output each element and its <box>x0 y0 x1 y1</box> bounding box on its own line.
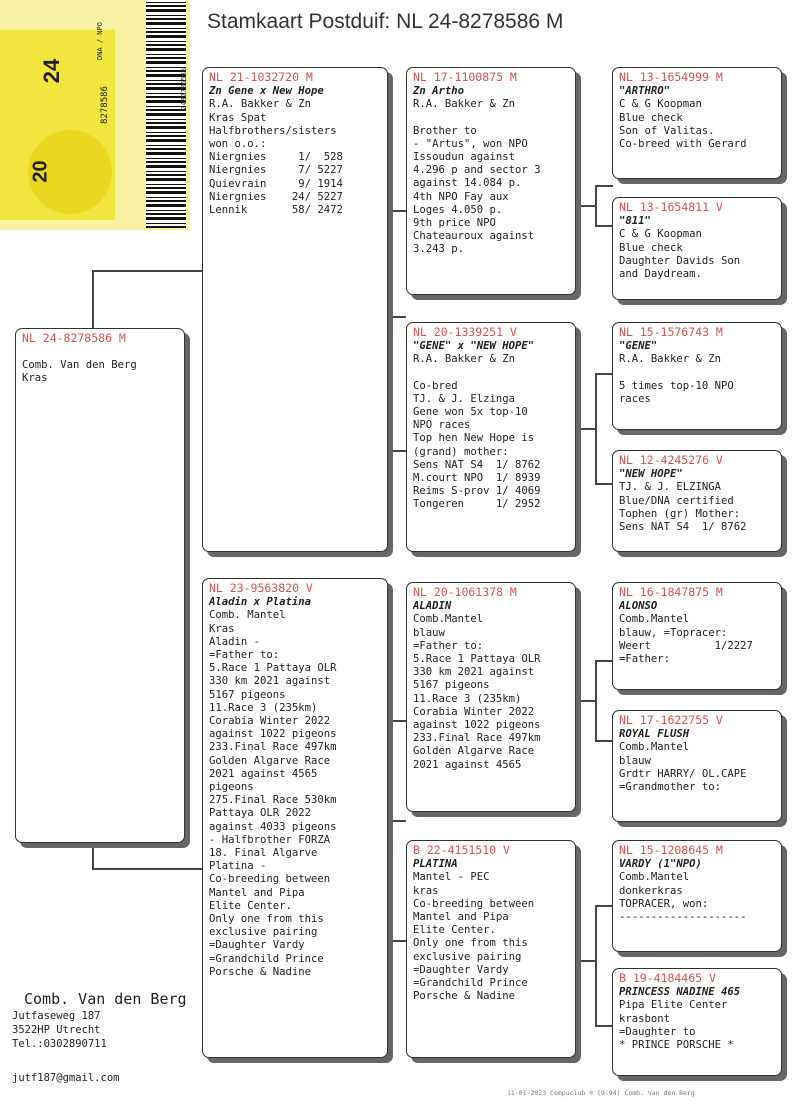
pedigree-line: =Father to: <box>413 639 484 652</box>
pedigree-line: Comb.Mantel <box>413 613 484 626</box>
ring-number: NL 17-1100875 M <box>413 70 517 84</box>
pedigree-line: blauw, =Topracer: <box>619 626 728 639</box>
pigeon-name: ROYAL FLUSH <box>619 728 690 741</box>
pedigree-line <box>22 346 178 359</box>
pedigree-line: Grdtr HARRY/ OL.CAPE <box>619 767 747 780</box>
pigeon-name: "NEW HOPE" <box>619 468 683 481</box>
sticker-year-full: 20 <box>29 160 52 183</box>
pedigree-line: Comb.Mantel <box>619 871 690 884</box>
ring-number: NL 23-9563820 V <box>209 581 313 595</box>
pedigree-line: exclusive pairing <box>209 926 318 939</box>
pedigree-line <box>619 367 775 380</box>
connector <box>92 843 94 868</box>
pedigree-line: R.A. Bakker & Zn <box>413 98 516 111</box>
pedigree-line: pigeons <box>209 781 254 794</box>
pedigree-line: Corabia Winter 2022 <box>209 715 331 728</box>
pedigree-line <box>413 367 569 380</box>
sticker-logo-text: DNA / NPO <box>96 22 104 60</box>
pedigree-line: 5 times top-10 NPO <box>619 379 734 392</box>
pedigree-box-father-father <box>406 67 576 295</box>
pedigree-line: Tophen (gr) Mother: <box>619 507 741 520</box>
pedigree-line: 5167 pigeons <box>413 679 490 692</box>
pigeon-name: Aladin x Platina <box>209 596 312 609</box>
pedigree-line: Halfbrothers/sisters <box>209 124 337 137</box>
pigeon-name: "ARTHRO" <box>619 85 671 98</box>
sticker-number: 8278586 <box>99 86 110 124</box>
pedigree-line: Golden Algarve Race <box>413 745 535 758</box>
pedigree-line: Porsche & Nadine <box>209 965 312 978</box>
connector <box>595 225 613 227</box>
pedigree-line: R.A. Bakker & Zn <box>209 98 312 111</box>
page-title: Stamkaart Postduif: NL 24-8278586 M <box>207 10 564 33</box>
pedigree-line: Co-breeding between <box>413 897 535 910</box>
pedigree-line: =Grandchild Prince <box>209 952 324 965</box>
pedigree-line: Lennik 58/ 2472 <box>209 204 343 217</box>
connector <box>390 720 392 940</box>
pigeon-name: "811" <box>619 215 651 228</box>
pedigree-line: 5.Race 1 Pattaya OLR <box>413 653 541 666</box>
pedigree-line: Kras <box>209 622 235 635</box>
pedigree-line: (grand) mother: <box>413 445 509 458</box>
pedigree-line: Blue/DNA certified <box>619 494 734 507</box>
connector <box>578 700 596 702</box>
ring-number: NL 20-1061378 M <box>413 585 517 599</box>
connector <box>390 316 406 318</box>
pedigree-box-mmm <box>612 968 782 1076</box>
pedigree-line: Chateauroux against <box>413 230 535 243</box>
pedigree-line: =Grandchild Prince <box>413 977 528 990</box>
pedigree-line: Pipa Elite Center <box>619 999 728 1012</box>
ring-number: NL 13-1654811 V <box>619 200 723 214</box>
pedigree-line: Elite Center. <box>209 899 292 912</box>
pedigree-line: blauw <box>619 754 651 767</box>
pedigree-box-fmm <box>612 450 782 552</box>
pedigree-box-subject <box>15 328 185 843</box>
pedigree-line: 5.Race 1 Pattaya OLR <box>209 662 337 675</box>
connector <box>595 483 613 485</box>
pedigree-line: against 4033 pigeons <box>209 820 337 833</box>
pedigree-line: Kras Spat <box>209 111 267 124</box>
ring-number: NL 17-1622755 V <box>619 713 723 727</box>
connector <box>390 820 406 822</box>
pedigree-line: =Daughter Vardy <box>413 963 509 976</box>
pedigree-line: Mantel and Pipa <box>413 911 509 924</box>
pedigree-line: 330 km 2021 against <box>413 666 535 679</box>
connector <box>578 960 596 962</box>
pedigree-line: 330 km 2021 against <box>209 675 331 688</box>
pedigree-line: Corabia Winter 2022 <box>413 705 535 718</box>
pedigree-line: Porsche & Nadine <box>413 990 516 1003</box>
pedigree-box-fmf <box>612 322 782 430</box>
pedigree-line: Gene won 5x top-10 <box>413 406 528 419</box>
pedigree-line: =Father to: <box>209 649 280 662</box>
owner-phone: Tel.:0302890711 <box>12 1038 107 1050</box>
pedigree-line: 4th NPO Fay aux <box>413 190 509 203</box>
ring-number: NL 13-1654999 M <box>619 70 723 84</box>
pedigree-box-fff <box>612 67 782 179</box>
pedigree-line: Aladin - <box>209 635 261 648</box>
pedigree-line: won o.o.: <box>209 138 267 151</box>
ring-number: B 22-4151510 V <box>413 843 510 857</box>
pedigree-line: donkerkras <box>619 884 683 897</box>
ring-number: B 19-4184465 V <box>619 971 716 985</box>
pedigree-line: Weert 1/2227 <box>619 639 753 652</box>
pedigree-line: 11.Race 3 (235km) <box>413 692 522 705</box>
pedigree-line: 11.Race 3 (235km) <box>209 701 318 714</box>
connector <box>578 205 596 207</box>
barcode-text: 2482786586 <box>180 67 188 110</box>
ring-label-sticker <box>0 0 190 230</box>
pedigree-line: Comb. Mantel <box>209 609 286 622</box>
pedigree-line: Comb.Mantel <box>619 613 690 626</box>
pedigree-line: TJ. & J. ELZINGA <box>619 481 722 494</box>
pedigree-line: Niergnies 1/ 528 <box>209 151 343 164</box>
footer: 11-01-2023 Compuclub ® (9.94) Comb. Van den Berg <box>507 1089 695 1097</box>
pigeon-name: ALADIN <box>413 600 452 613</box>
pedigree-line: 9th price NPO <box>413 217 496 230</box>
pigeon-name: "GENE" <box>619 340 658 353</box>
pedigree-line: and Daydream. <box>619 268 702 281</box>
pedigree-line: Niergnies 7/ 5227 <box>209 164 343 177</box>
pedigree-line: Sens NAT S4 1/ 8762 <box>413 458 541 471</box>
pedigree-line: Quievrain 9/ 1914 <box>209 177 343 190</box>
pedigree-line: Top hen New Hope is <box>413 432 535 445</box>
pigeon-name: "GENE" x "NEW HOPE" <box>413 340 535 353</box>
pedigree-line: Reims S-prov 1/ 4069 <box>413 485 541 498</box>
pedigree-line: 2021 against 4565 <box>209 767 318 780</box>
ring-number: NL 15-1576743 M <box>619 325 723 339</box>
pedigree-line: Loges 4.050 p. <box>413 203 503 216</box>
pedigree-line: R.A. Bakker & Zn <box>619 353 722 366</box>
pedigree-box-mmf <box>612 840 782 952</box>
pedigree-line: krasbont <box>619 1012 671 1025</box>
pedigree-box-mother-father <box>406 582 576 812</box>
pedigree-line: C & G Koopman <box>619 98 702 111</box>
owner-city: 3522HP Utrecht <box>12 1024 101 1036</box>
pedigree-box-mother-mother <box>406 840 576 1058</box>
pedigree-line: 18. Final Algarve <box>209 847 318 860</box>
connector <box>595 185 613 187</box>
pedigree-line: Mantel and Pipa <box>209 886 305 899</box>
pedigree-line: =Daughter Vardy <box>209 939 305 952</box>
pedigree-line: C & G Koopman <box>619 228 702 241</box>
pedigree-line: against 1022 pigeons <box>413 719 541 732</box>
pedigree-line: kras <box>413 884 439 897</box>
pedigree-line: races <box>619 392 651 405</box>
connector <box>92 270 94 328</box>
pedigree-line: Mantel - PEC <box>413 871 490 884</box>
pedigree-line: 233.Final Race 497km <box>413 732 541 745</box>
ring-number: NL 12-4245276 V <box>619 453 723 467</box>
pedigree-line: - "Artus", won NPO <box>413 137 528 150</box>
pedigree-line: =Grandmother to: <box>619 781 722 794</box>
pedigree-line: * PRINCE PORSCHE * <box>619 1039 734 1052</box>
pedigree-line: -------------------- <box>619 911 747 924</box>
pedigree-line: TOPRACER, won: <box>619 897 709 910</box>
connector <box>595 905 597 1025</box>
ring-number: NL 16-1847875 M <box>619 585 723 599</box>
pedigree-line: Golden Algarve Race <box>209 754 331 767</box>
pedigree-box-mother <box>202 578 388 1058</box>
pigeon-name: ALONSO <box>619 600 658 613</box>
connector <box>595 905 613 907</box>
connector <box>595 660 613 662</box>
pedigree-line: Blue check <box>619 111 683 124</box>
pedigree-line: Co-bred <box>413 379 458 392</box>
pedigree-line: blauw <box>413 626 445 639</box>
connector <box>92 868 204 870</box>
pedigree-line: Blue check <box>619 241 683 254</box>
pedigree-line: R.A. Bakker & Zn <box>413 353 516 366</box>
connector <box>390 210 392 450</box>
pigeon-name: VARDY (1"NPO) <box>619 858 702 871</box>
pedigree-line: =Father: <box>619 653 671 666</box>
owner-name: Comb. Van den Berg <box>24 990 187 1008</box>
pedigree-line: Niergnies 24/ 5227 <box>209 190 343 203</box>
ring-number: NL 20-1339251 V <box>413 325 517 339</box>
ring-number: NL 15-1208645 M <box>619 843 723 857</box>
pedigree-line: Daughter Davids Son <box>619 254 741 267</box>
pedigree-line: Sens NAT S4 1/ 8762 <box>619 521 747 534</box>
ring-number: NL 21-1032720 M <box>209 70 313 84</box>
pigeon-name: PRINCESS NADINE 465 <box>619 986 741 999</box>
pedigree-line: exclusive pairing <box>413 950 522 963</box>
connector <box>595 373 613 375</box>
pedigree-line: TJ. & J. Elzinga <box>413 392 516 405</box>
pedigree-line <box>413 112 569 125</box>
pedigree-box-ffm <box>612 197 782 300</box>
sticker-year: 24 <box>39 58 65 84</box>
connector <box>92 270 204 272</box>
pedigree-line: Son of Valitas. <box>619 124 715 137</box>
pedigree-line: against 14.084 p. <box>413 177 522 190</box>
connector <box>578 428 596 430</box>
pedigree-line: Tongeren 1/ 2952 <box>413 498 541 511</box>
pedigree-line: Kras <box>22 372 48 385</box>
owner-email[interactable]: jutf187@gmail.com <box>12 1072 120 1084</box>
pedigree-line: Co-breeding between <box>209 873 331 886</box>
pedigree-line: 275.Final Race 530km <box>209 794 337 807</box>
pedigree-line: against 1022 pigeons <box>209 728 337 741</box>
pedigree-line: Only one from this <box>413 937 528 950</box>
pedigree-line: NPO races <box>413 419 471 432</box>
pedigree-line: Brother to <box>413 124 477 137</box>
pedigree-line: M.court NPO 1/ 8939 <box>413 472 541 485</box>
pedigree-line: 2021 against 4565 <box>413 758 522 771</box>
pigeon-name: Zn Artho <box>413 85 465 98</box>
pedigree-line: 5167 pigeons <box>209 688 286 701</box>
pigeon-name: PLATINA <box>413 858 458 871</box>
pedigree-line: Platina - <box>209 860 267 873</box>
pedigree-box-mfm <box>612 710 782 822</box>
owner-street: Jutfaseweg 187 <box>12 1010 101 1022</box>
pedigree-box-father-mother <box>406 322 576 552</box>
pedigree-box-father <box>202 67 388 552</box>
pigeon-name: Zn Gene x New Hope <box>209 85 324 98</box>
ring-number: NL 24-8278586 M <box>22 331 126 345</box>
pedigree-line: Comb.Mantel <box>619 741 690 754</box>
pedigree-line: Comb. Van den Berg <box>22 359 137 372</box>
pedigree-line: 4.296 p and sector 3 <box>413 164 541 177</box>
barcode <box>146 0 186 228</box>
pedigree-box-mff <box>612 582 782 690</box>
pedigree-line: =Daughter to <box>619 1025 696 1038</box>
pedigree-line: Pattaya OLR 2022 <box>209 807 312 820</box>
pedigree-line: 3.243 p. <box>413 243 465 256</box>
pedigree-line: Elite Center. <box>413 924 496 937</box>
pedigree-line: Issoudun against <box>413 151 516 164</box>
connector <box>595 1025 613 1027</box>
pedigree-line: Co-breed with Gerard <box>619 138 747 151</box>
pedigree-line: 233.Final Race 497km <box>209 741 337 754</box>
pedigree-line: Only one from this <box>209 913 324 926</box>
connector <box>595 740 613 742</box>
pedigree-line: - Halfbrother FORZA <box>209 833 331 846</box>
